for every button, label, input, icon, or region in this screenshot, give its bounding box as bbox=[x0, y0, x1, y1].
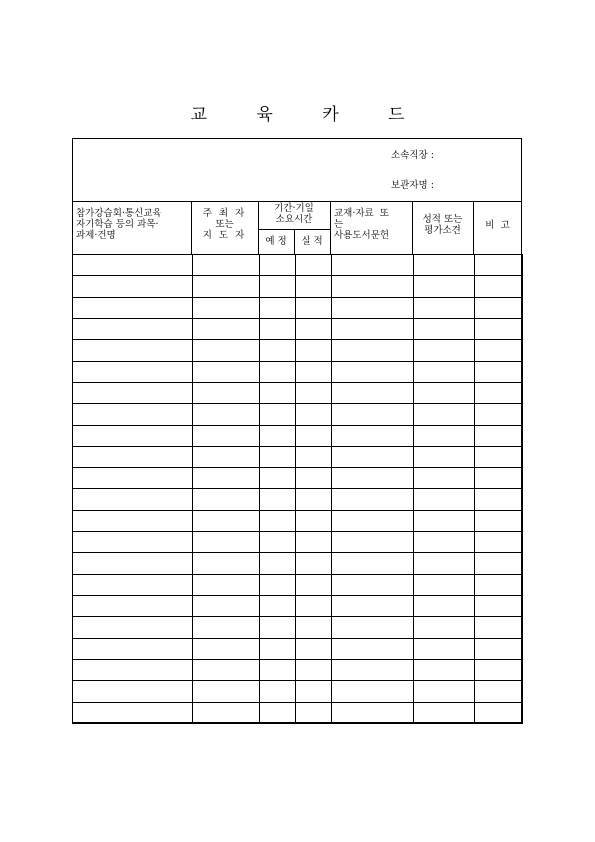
cell-organizer[interactable] bbox=[193, 596, 260, 617]
cell-actual[interactable] bbox=[296, 318, 332, 339]
cell-materials[interactable] bbox=[332, 659, 414, 680]
cell-subject[interactable] bbox=[73, 553, 193, 574]
cell-subject[interactable] bbox=[73, 489, 193, 510]
cell-organizer[interactable] bbox=[193, 532, 260, 553]
cell-planned[interactable] bbox=[260, 681, 296, 702]
cell-remarks[interactable] bbox=[475, 468, 523, 489]
cell-evaluation[interactable] bbox=[414, 532, 475, 553]
cell-planned[interactable] bbox=[260, 318, 296, 339]
table-row bbox=[73, 574, 523, 595]
cell-evaluation[interactable] bbox=[414, 468, 475, 489]
cell-planned[interactable] bbox=[260, 276, 296, 297]
cell-remarks[interactable] bbox=[475, 382, 523, 403]
cell-remarks[interactable] bbox=[475, 574, 523, 595]
cell-materials[interactable] bbox=[332, 553, 414, 574]
cell-actual[interactable] bbox=[296, 638, 332, 659]
cell-planned[interactable] bbox=[260, 446, 296, 467]
cell-organizer[interactable] bbox=[193, 425, 260, 446]
cell-organizer[interactable] bbox=[193, 318, 260, 339]
table-row bbox=[73, 510, 523, 531]
table-row bbox=[73, 318, 523, 339]
cell-subject[interactable] bbox=[73, 617, 193, 638]
table-row bbox=[73, 255, 523, 276]
table-row bbox=[73, 702, 523, 723]
cell-organizer[interactable] bbox=[193, 574, 260, 595]
cell-evaluation[interactable] bbox=[414, 510, 475, 531]
cell-materials[interactable] bbox=[332, 340, 414, 361]
cell-organizer[interactable] bbox=[193, 681, 260, 702]
cell-subject[interactable] bbox=[73, 532, 193, 553]
cell-subject[interactable] bbox=[73, 361, 193, 382]
cell-remarks[interactable] bbox=[475, 255, 523, 276]
cell-planned[interactable] bbox=[260, 532, 296, 553]
cell-planned[interactable] bbox=[260, 553, 296, 574]
cell-materials[interactable] bbox=[332, 617, 414, 638]
cell-evaluation[interactable] bbox=[414, 382, 475, 403]
table-row bbox=[73, 276, 523, 297]
table-row bbox=[73, 489, 523, 510]
cell-materials[interactable] bbox=[332, 404, 414, 425]
cell-evaluation[interactable] bbox=[414, 318, 475, 339]
cell-actual[interactable] bbox=[296, 404, 332, 425]
cell-materials[interactable] bbox=[332, 255, 414, 276]
cell-subject[interactable] bbox=[73, 659, 193, 680]
cell-evaluation[interactable] bbox=[414, 361, 475, 382]
affiliation-label: 소속직장 : bbox=[391, 150, 434, 161]
header-evaluation: 성적 또는 평가소견 bbox=[422, 214, 463, 236]
cell-actual[interactable] bbox=[296, 340, 332, 361]
cell-materials[interactable] bbox=[332, 681, 414, 702]
cell-remarks[interactable] bbox=[475, 489, 523, 510]
cell-organizer[interactable] bbox=[193, 340, 260, 361]
cell-evaluation[interactable] bbox=[414, 681, 475, 702]
cell-planned[interactable] bbox=[260, 574, 296, 595]
cell-materials[interactable] bbox=[332, 489, 414, 510]
cell-evaluation[interactable] bbox=[414, 425, 475, 446]
cell-remarks[interactable] bbox=[475, 702, 523, 723]
table-row bbox=[73, 596, 523, 617]
cell-evaluation[interactable] bbox=[414, 489, 475, 510]
cell-materials[interactable] bbox=[332, 361, 414, 382]
cell-materials[interactable] bbox=[332, 510, 414, 531]
cell-planned[interactable] bbox=[260, 596, 296, 617]
table-row bbox=[73, 553, 523, 574]
keeper-label: 보관자명 : bbox=[391, 180, 434, 191]
cell-subject[interactable] bbox=[73, 255, 193, 276]
header-period-actual: 실 적 bbox=[301, 236, 323, 247]
cell-remarks[interactable] bbox=[475, 638, 523, 659]
cell-materials[interactable] bbox=[332, 425, 414, 446]
cell-organizer[interactable] bbox=[193, 361, 260, 382]
cell-planned[interactable] bbox=[260, 255, 296, 276]
cell-actual[interactable] bbox=[296, 425, 332, 446]
cell-remarks[interactable] bbox=[475, 510, 523, 531]
cell-actual[interactable] bbox=[296, 702, 332, 723]
page-title: 교 육 카 드 bbox=[190, 105, 427, 125]
cell-planned[interactable] bbox=[260, 361, 296, 382]
cell-organizer[interactable] bbox=[193, 489, 260, 510]
cell-evaluation[interactable] bbox=[414, 617, 475, 638]
table-row bbox=[73, 297, 523, 318]
cell-subject[interactable] bbox=[73, 297, 193, 318]
header-organizer: 주 최 자 또는 지 도 자 bbox=[202, 208, 247, 241]
header-remarks: 비 고 bbox=[485, 220, 510, 231]
header-course-subject: 참가강습회·통신교육 자기학습 등의 과목· 과제·건명 bbox=[76, 208, 162, 241]
table-row bbox=[73, 468, 523, 489]
cell-planned[interactable] bbox=[260, 468, 296, 489]
table-row bbox=[73, 638, 523, 659]
cell-evaluation[interactable] bbox=[414, 446, 475, 467]
cell-organizer[interactable] bbox=[193, 659, 260, 680]
table-row bbox=[73, 446, 523, 467]
cell-materials[interactable] bbox=[332, 382, 414, 403]
cell-remarks[interactable] bbox=[475, 532, 523, 553]
cell-organizer[interactable] bbox=[193, 553, 260, 574]
cell-materials[interactable] bbox=[332, 297, 414, 318]
cell-organizer[interactable] bbox=[193, 404, 260, 425]
cell-actual[interactable] bbox=[296, 681, 332, 702]
cell-actual[interactable] bbox=[296, 255, 332, 276]
table-row bbox=[73, 425, 523, 446]
cell-materials[interactable] bbox=[332, 318, 414, 339]
cell-actual[interactable] bbox=[296, 510, 332, 531]
cell-planned[interactable] bbox=[260, 382, 296, 403]
cell-organizer[interactable] bbox=[193, 297, 260, 318]
cell-planned[interactable] bbox=[260, 404, 296, 425]
cell-subject[interactable] bbox=[73, 638, 193, 659]
cell-remarks[interactable] bbox=[475, 553, 523, 574]
cell-evaluation[interactable] bbox=[414, 297, 475, 318]
header-period-planned: 예 정 bbox=[265, 236, 287, 247]
cell-planned[interactable] bbox=[260, 659, 296, 680]
cell-actual[interactable] bbox=[296, 617, 332, 638]
table-row bbox=[73, 659, 523, 680]
cell-materials[interactable] bbox=[332, 596, 414, 617]
cell-organizer[interactable] bbox=[193, 255, 260, 276]
cell-evaluation[interactable] bbox=[414, 638, 475, 659]
cell-subject[interactable] bbox=[73, 596, 193, 617]
cell-organizer[interactable] bbox=[193, 382, 260, 403]
cell-remarks[interactable] bbox=[475, 276, 523, 297]
cell-subject[interactable] bbox=[73, 318, 193, 339]
cell-subject[interactable] bbox=[73, 382, 193, 403]
cell-materials[interactable] bbox=[332, 276, 414, 297]
cell-organizer[interactable] bbox=[193, 617, 260, 638]
table-row bbox=[73, 382, 523, 403]
cell-evaluation[interactable] bbox=[414, 255, 475, 276]
cell-subject[interactable] bbox=[73, 702, 193, 723]
cell-remarks[interactable] bbox=[475, 425, 523, 446]
cell-materials[interactable] bbox=[332, 638, 414, 659]
cell-remarks[interactable] bbox=[475, 318, 523, 339]
cell-remarks[interactable] bbox=[475, 659, 523, 680]
cell-remarks[interactable] bbox=[475, 446, 523, 467]
header-top-border bbox=[72, 201, 522, 202]
cell-evaluation[interactable] bbox=[414, 659, 475, 680]
cell-subject[interactable] bbox=[73, 276, 193, 297]
header-period: 기간·기일 소요시간 bbox=[274, 203, 314, 225]
cell-remarks[interactable] bbox=[475, 596, 523, 617]
cell-actual[interactable] bbox=[296, 532, 332, 553]
cell-subject[interactable] bbox=[73, 468, 193, 489]
cell-actual[interactable] bbox=[296, 596, 332, 617]
table-row bbox=[73, 361, 523, 382]
cell-materials[interactable] bbox=[332, 468, 414, 489]
header-divider bbox=[330, 201, 331, 254]
cell-planned[interactable] bbox=[260, 297, 296, 318]
cell-evaluation[interactable] bbox=[414, 596, 475, 617]
cell-organizer[interactable] bbox=[193, 276, 260, 297]
cell-subject[interactable] bbox=[73, 681, 193, 702]
table-row bbox=[73, 532, 523, 553]
cell-planned[interactable] bbox=[260, 702, 296, 723]
cell-actual[interactable] bbox=[296, 382, 332, 403]
cell-subject[interactable] bbox=[73, 510, 193, 531]
cell-remarks[interactable] bbox=[475, 404, 523, 425]
header-materials: 교재·자료 또 는 사용도서문헌 bbox=[334, 208, 390, 241]
table-row bbox=[73, 617, 523, 638]
cell-evaluation[interactable] bbox=[414, 340, 475, 361]
cell-actual[interactable] bbox=[296, 659, 332, 680]
cell-organizer[interactable] bbox=[193, 638, 260, 659]
cell-remarks[interactable] bbox=[475, 361, 523, 382]
cell-planned[interactable] bbox=[260, 340, 296, 361]
table-row bbox=[73, 681, 523, 702]
cell-actual[interactable] bbox=[296, 553, 332, 574]
cell-remarks[interactable] bbox=[475, 340, 523, 361]
cell-subject[interactable] bbox=[73, 404, 193, 425]
cell-materials[interactable] bbox=[332, 574, 414, 595]
cell-remarks[interactable] bbox=[475, 617, 523, 638]
cell-actual[interactable] bbox=[296, 574, 332, 595]
cell-actual[interactable] bbox=[296, 468, 332, 489]
cell-planned[interactable] bbox=[260, 617, 296, 638]
cell-materials[interactable] bbox=[332, 702, 414, 723]
cell-actual[interactable] bbox=[296, 446, 332, 467]
cell-remarks[interactable] bbox=[475, 297, 523, 318]
cell-planned[interactable] bbox=[260, 489, 296, 510]
cell-actual[interactable] bbox=[296, 276, 332, 297]
cell-subject[interactable] bbox=[73, 425, 193, 446]
cell-subject[interactable] bbox=[73, 574, 193, 595]
cell-evaluation[interactable] bbox=[414, 574, 475, 595]
cell-planned[interactable] bbox=[260, 638, 296, 659]
cell-evaluation[interactable] bbox=[414, 276, 475, 297]
table-row bbox=[73, 340, 523, 361]
cell-subject[interactable] bbox=[73, 446, 193, 467]
cell-materials[interactable] bbox=[332, 446, 414, 467]
cell-actual[interactable] bbox=[296, 361, 332, 382]
cell-subject[interactable] bbox=[73, 340, 193, 361]
table-row bbox=[73, 404, 523, 425]
cell-planned[interactable] bbox=[260, 425, 296, 446]
cell-evaluation[interactable] bbox=[414, 702, 475, 723]
cell-evaluation[interactable] bbox=[414, 404, 475, 425]
cell-remarks[interactable] bbox=[475, 681, 523, 702]
cell-organizer[interactable] bbox=[193, 468, 260, 489]
cell-planned[interactable] bbox=[260, 510, 296, 531]
education-records-table bbox=[72, 254, 523, 724]
cell-materials[interactable] bbox=[332, 532, 414, 553]
cell-actual[interactable] bbox=[296, 297, 332, 318]
cell-evaluation[interactable] bbox=[414, 553, 475, 574]
cell-organizer[interactable] bbox=[193, 446, 260, 467]
cell-actual[interactable] bbox=[296, 489, 332, 510]
cell-organizer[interactable] bbox=[193, 510, 260, 531]
cell-organizer[interactable] bbox=[193, 702, 260, 723]
